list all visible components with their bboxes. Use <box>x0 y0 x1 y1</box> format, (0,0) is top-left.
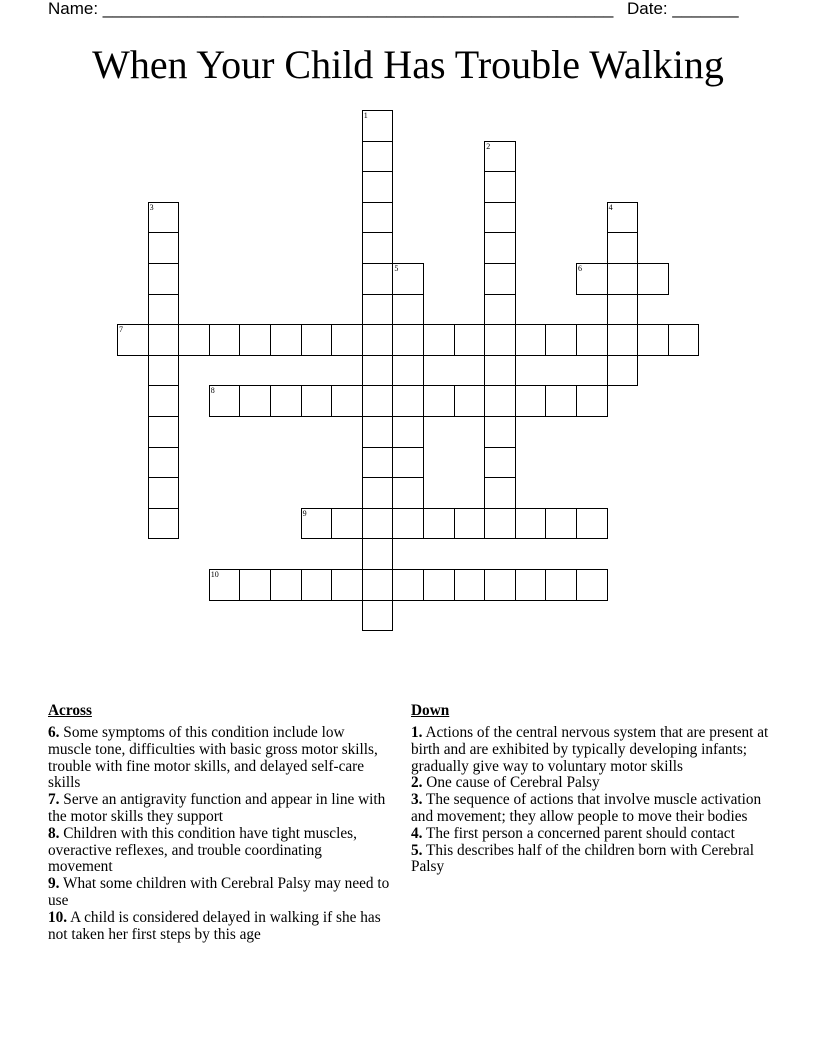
grid-cell[interactable] <box>637 324 669 356</box>
puzzle-title: When Your Child Has Trouble Walking <box>92 42 724 87</box>
grid-cell[interactable] <box>515 324 547 356</box>
grid-cell[interactable] <box>454 569 486 601</box>
grid-cell[interactable] <box>576 569 608 601</box>
grid-cell[interactable] <box>362 232 394 264</box>
grid-cell[interactable] <box>331 569 363 601</box>
grid-cell[interactable] <box>331 324 363 356</box>
grid-cell[interactable] <box>362 202 394 234</box>
grid-cell[interactable] <box>576 263 608 295</box>
clue-down-1 <box>411 725 769 775</box>
grid-cell[interactable] <box>148 477 180 509</box>
clue-text: The sequence of actions that involve muscle activation and movement; they allow people to move their bodies <box>411 791 762 825</box>
clue-number: 8. <box>48 824 60 842</box>
clue-number-label: 9 <box>302 508 307 518</box>
grid-cell[interactable] <box>148 324 180 356</box>
grid-cell[interactable] <box>392 385 424 417</box>
clue-number-label: 2 <box>486 141 491 151</box>
clue-number: 9. <box>48 875 60 893</box>
grid-cell[interactable] <box>607 232 639 264</box>
grid-cell[interactable] <box>484 232 516 264</box>
grid-cell[interactable] <box>362 477 394 509</box>
grid-cell[interactable] <box>362 110 394 142</box>
grid-cell[interactable] <box>239 569 271 601</box>
clue-down-3 <box>411 792 769 826</box>
grid-cell[interactable] <box>484 263 516 295</box>
down-heading: Down <box>411 702 450 719</box>
clue-number-label: 8 <box>210 386 215 396</box>
grid-cell[interactable] <box>545 324 577 356</box>
grid-cell[interactable] <box>362 385 394 417</box>
clue-number: 6. <box>48 724 60 741</box>
clue-number: 1. <box>411 724 423 741</box>
grid-cell[interactable] <box>454 508 486 540</box>
grid-cell[interactable] <box>392 324 424 356</box>
grid-cell[interactable] <box>607 202 639 234</box>
grid-cell[interactable] <box>362 416 394 448</box>
clue-number: 3. <box>411 791 423 809</box>
grid-cell[interactable] <box>362 263 394 295</box>
grid-cell[interactable] <box>178 324 210 356</box>
clue-text: A child is considered delayed in walking if she has not taken her first steps by this age <box>48 908 381 943</box>
grid-cell[interactable] <box>301 508 333 540</box>
grid-cell[interactable] <box>545 569 577 601</box>
grid-cell[interactable] <box>362 324 394 356</box>
grid-cell[interactable] <box>423 508 455 540</box>
grid-cell[interactable] <box>484 508 516 540</box>
grid-cell[interactable] <box>148 263 180 295</box>
grid-cell[interactable] <box>454 324 486 356</box>
clue-text: What some children with Cerebral Palsy may need to use <box>48 875 390 909</box>
grid-cell[interactable] <box>668 324 700 356</box>
grid-cell[interactable] <box>515 385 547 417</box>
grid-cell[interactable] <box>545 385 577 417</box>
grid-cell[interactable] <box>423 324 455 356</box>
grid-cell[interactable] <box>484 569 516 601</box>
grid-cell[interactable] <box>392 355 424 387</box>
grid-cell[interactable] <box>607 355 639 387</box>
clue-number: 5. <box>411 841 423 859</box>
grid-cell[interactable] <box>270 385 302 417</box>
clue-number-label: 6 <box>578 264 582 273</box>
grid-cell[interactable] <box>484 477 516 509</box>
clue-text: Some symptoms of this condition include low muscle tone, difficulties with basic gross motor skills, trouble with fine motor skills, and delayed self-care skills <box>48 724 378 792</box>
grid-cell[interactable] <box>484 202 516 234</box>
grid-cell[interactable] <box>362 447 394 479</box>
down-clues <box>411 702 769 876</box>
grid-cell[interactable] <box>148 447 180 479</box>
grid-cell[interactable] <box>148 355 180 387</box>
grid-cell[interactable] <box>148 294 180 326</box>
grid-cell[interactable] <box>362 538 394 570</box>
grid-cell[interactable] <box>148 508 180 540</box>
grid-cell[interactable] <box>148 416 180 448</box>
grid-cell[interactable] <box>392 416 424 448</box>
grid-cell[interactable] <box>392 569 424 601</box>
clue-number: 2. <box>411 774 423 792</box>
grid-cell[interactable] <box>576 324 608 356</box>
grid-cell[interactable] <box>576 385 608 417</box>
grid-cell[interactable] <box>331 385 363 417</box>
grid-cell[interactable] <box>362 355 394 387</box>
clue-number: 10. <box>48 908 68 926</box>
grid-cell[interactable] <box>209 385 241 417</box>
clue-text: Serve an antigravity function and appear in line with the motor skills they support <box>48 791 386 825</box>
clue-down-4 <box>411 826 769 843</box>
grid-cell[interactable] <box>392 294 424 326</box>
clue-number-label: 5 <box>394 264 399 273</box>
grid-cell[interactable] <box>515 508 547 540</box>
date-field-label: Date: _______ <box>627 0 739 18</box>
clue-across-6 <box>48 725 390 792</box>
clue-across-8 <box>48 826 390 876</box>
grid-cell[interactable] <box>484 355 516 387</box>
grid-cell[interactable] <box>607 294 639 326</box>
across-heading: Across <box>48 702 92 719</box>
clue-number: 4. <box>411 824 423 842</box>
grid-cell[interactable] <box>270 569 302 601</box>
grid-cell[interactable] <box>423 569 455 601</box>
grid-cell[interactable] <box>148 232 180 264</box>
grid-cell[interactable] <box>392 477 424 509</box>
grid-cell[interactable] <box>362 171 394 203</box>
grid-cell[interactable] <box>239 324 271 356</box>
clue-number: 7. <box>48 791 60 809</box>
grid-cell[interactable] <box>362 508 394 540</box>
grid-cell[interactable] <box>392 263 424 295</box>
grid-cell[interactable] <box>117 324 149 356</box>
grid-cell[interactable] <box>607 263 639 295</box>
grid-cell[interactable] <box>392 447 424 479</box>
grid-cell[interactable] <box>637 263 669 295</box>
grid-cell[interactable] <box>515 569 547 601</box>
grid-cell[interactable] <box>301 385 333 417</box>
clue-across-10 <box>48 910 390 944</box>
grid-cell[interactable] <box>301 569 333 601</box>
clue-number-label: 10 <box>210 570 219 579</box>
clue-down-2 <box>411 775 769 792</box>
clue-text: The first person a concerned parent should contact <box>422 824 735 842</box>
grid-cell[interactable] <box>148 202 180 234</box>
grid-cell[interactable] <box>239 385 271 417</box>
clue-number-label: 1 <box>363 111 368 120</box>
grid-cell[interactable] <box>270 324 302 356</box>
grid-cell[interactable] <box>301 324 333 356</box>
grid-cell[interactable] <box>484 171 516 203</box>
clue-text: This describes half of the children born with Cerebral Palsy <box>411 841 754 876</box>
grid-cell[interactable] <box>607 324 639 356</box>
grid-cell[interactable] <box>576 508 608 540</box>
grid-cell[interactable] <box>362 600 394 632</box>
grid-cell[interactable] <box>148 385 180 417</box>
grid-cell[interactable] <box>331 508 363 540</box>
grid-cell[interactable] <box>484 416 516 448</box>
grid-cell[interactable] <box>484 385 516 417</box>
grid-cell[interactable] <box>484 141 516 173</box>
clue-text: One cause of Cerebral Palsy <box>422 774 600 792</box>
grid-cell[interactable] <box>484 294 516 326</box>
grid-cell[interactable] <box>362 141 394 173</box>
clue-across-7 <box>48 792 390 826</box>
grid-cell[interactable] <box>362 569 394 601</box>
grid-cell[interactable] <box>423 385 455 417</box>
grid-cell[interactable] <box>484 324 516 356</box>
clue-number-label: 3 <box>149 202 154 212</box>
clue-down-5 <box>411 843 769 877</box>
clue-number-label: 7 <box>119 325 123 335</box>
clue-text: Children with this condition have tight muscles, overactive reflexes, and trouble coordinating movement <box>48 824 357 876</box>
grid-cell[interactable] <box>392 508 424 540</box>
grid-cell[interactable] <box>362 294 394 326</box>
clue-across-9 <box>48 876 390 910</box>
clue-number-label: 4 <box>608 202 613 212</box>
clue-text: Actions of the central nervous system that are present at birth and are exhibited by typically developing infants; gradually give way to voluntary motor skills <box>411 724 769 775</box>
grid-cell[interactable] <box>209 569 241 601</box>
grid-cell[interactable] <box>454 385 486 417</box>
grid-cell[interactable] <box>209 324 241 356</box>
name-field-label: Name: ______________________________________________________ <box>48 0 614 18</box>
grid-cell[interactable] <box>545 508 577 540</box>
across-clues <box>48 702 390 943</box>
grid-cell[interactable] <box>484 447 516 479</box>
